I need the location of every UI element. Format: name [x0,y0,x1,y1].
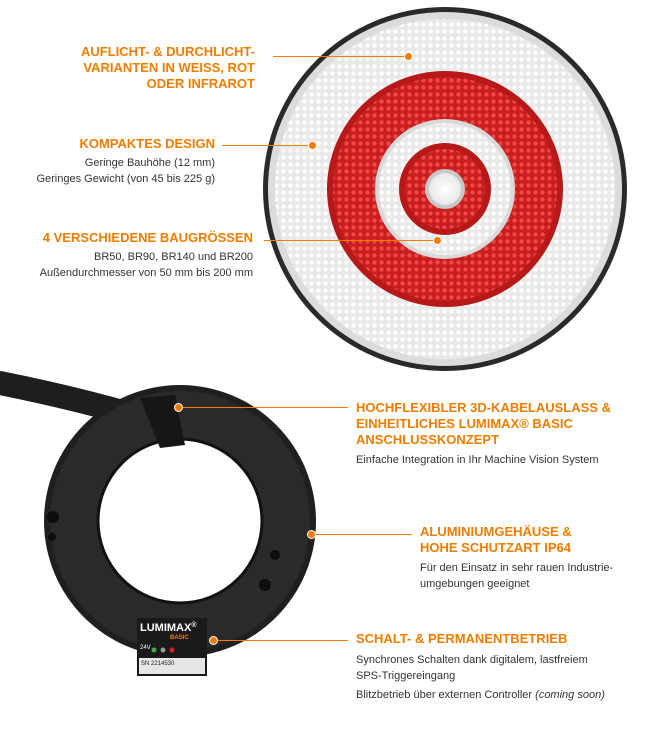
label-brand [140,622,197,634]
led-ring-light [263,7,627,371]
label-voltage: 24V [140,645,151,651]
leader-line [178,407,348,408]
label-reg: ® [191,622,197,629]
leader-dot [174,403,183,412]
black-housing [0,383,316,657]
leader-dot [307,530,316,539]
leader-dot [433,236,442,245]
feature-title: HOCHFLEXIBLER 3D-KABELAUSLASS & EINHEITLICHES LUMIMAX® BASIC ANSCHLUSSKONZEPT [356,400,611,447]
label-sub: BASIC [170,635,189,641]
leader-line [312,534,412,535]
leader-line [264,240,436,241]
feature-desc: Geringe Bauhöhe (12 mm) Geringes Gewicht (von 45 bis 225 g) [36,157,215,185]
leader-dot [308,141,317,150]
label-serial: SN 2214530 [141,661,175,667]
feature-title: ALUMINIUMGEHÄUSE & HOHE SCHUTZART IP64 [420,524,572,555]
feature-desc: Für den Einsatz in sehr rauen Industrie- umgebungen geeignet [420,562,614,590]
leader-line [273,56,407,57]
feature-title: AUFLICHT- & DURCHLICHT- VARIANTEN IN WEISS, ROT ODER INFRAROT [80,44,255,91]
feature-title: SCHALT- & PERMANENTBETRIEB [356,631,568,646]
leader-line [222,145,312,146]
leader-dot [209,636,218,645]
feature-desc-2: Blitzbetrieb über externen Controller (coming soon) [356,689,605,701]
feature-title: KOMPAKTES DESIGN [79,136,215,151]
feature-desc: Einfache Integration in Ihr Machine Vision System [356,454,599,466]
leader-dot [404,52,413,61]
leader-line [213,640,348,641]
label-brand-text: LUMIMAX [140,622,192,634]
feature-desc: Synchrones Schalten dank digitalem, lastfreiem SPS-Triggereingang [356,654,588,682]
feature-desc: BR50, BR90, BR140 und BR200 Außendurchmesser von 50 mm bis 200 mm [39,251,253,279]
feature-title: 4 VERSCHIEDENE BAUGRÖSSEN [42,230,253,245]
